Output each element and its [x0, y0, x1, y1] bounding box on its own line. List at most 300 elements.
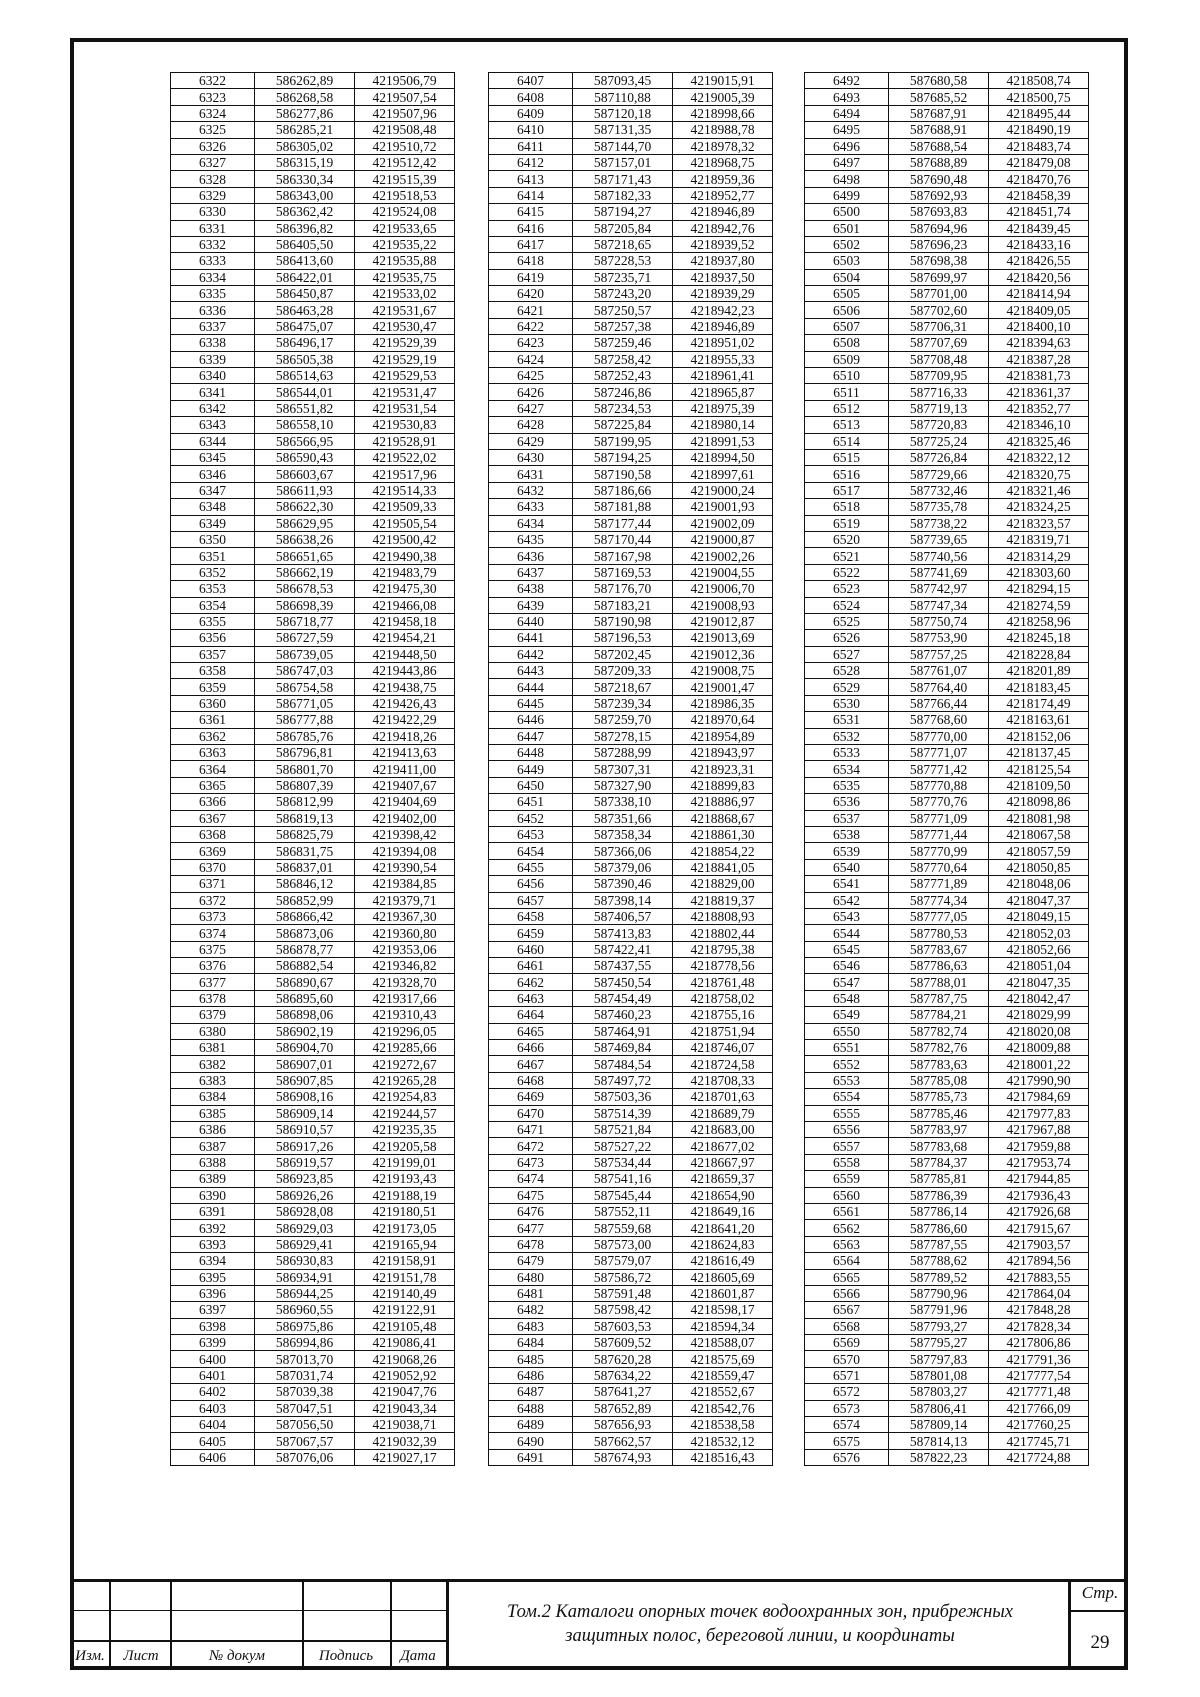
- point-number-cell: 6501: [805, 220, 889, 236]
- point-number-cell: 6433: [489, 499, 573, 515]
- point-number-cell: 6368: [171, 826, 255, 842]
- y-coordinate-cell: 4218394,63: [989, 335, 1089, 351]
- table-row: [171, 1302, 455, 1318]
- x-coordinate-cell: 587738,22: [889, 515, 989, 531]
- point-number-cell: 6452: [489, 810, 573, 826]
- y-coordinate-cell: 4218946,89: [673, 318, 773, 334]
- point-number-cell: 6496: [805, 138, 889, 154]
- x-coordinate-cell: 587534,44: [573, 1154, 673, 1170]
- table-row: [805, 1449, 1089, 1465]
- point-number-cell: 6531: [805, 712, 889, 728]
- table-row: [171, 1285, 455, 1301]
- x-coordinate-cell: 586422,01: [255, 269, 355, 285]
- y-coordinate-cell: 4217766,09: [989, 1400, 1089, 1416]
- point-number-cell: 6530: [805, 695, 889, 711]
- y-coordinate-cell: 4219398,42: [355, 826, 455, 842]
- y-coordinate-cell: 4218659,37: [673, 1171, 773, 1187]
- table-row: [805, 105, 1089, 121]
- y-coordinate-cell: 4219317,66: [355, 990, 455, 1006]
- point-number-cell: 6460: [489, 941, 573, 957]
- table-row: [171, 1351, 455, 1367]
- table-row: [805, 1154, 1089, 1170]
- point-number-cell: 6526: [805, 630, 889, 646]
- point-number-cell: 6366: [171, 794, 255, 810]
- y-coordinate-cell: 4219505,54: [355, 515, 455, 531]
- y-coordinate-cell: 4218470,76: [989, 171, 1089, 187]
- y-coordinate-cell: 4217967,88: [989, 1122, 1089, 1138]
- point-number-cell: 6415: [489, 204, 573, 220]
- point-number-cell: 6553: [805, 1072, 889, 1088]
- point-number-cell: 6389: [171, 1171, 255, 1187]
- point-number-cell: 6534: [805, 761, 889, 777]
- y-coordinate-cell: 4219535,22: [355, 236, 455, 252]
- x-coordinate-cell: 587183,21: [573, 597, 673, 613]
- y-coordinate-cell: 4219443,86: [355, 663, 455, 679]
- y-coordinate-cell: 4217894,56: [989, 1253, 1089, 1269]
- x-coordinate-cell: 587351,66: [573, 810, 673, 826]
- x-coordinate-cell: 587788,01: [889, 974, 989, 990]
- point-number-cell: 6484: [489, 1335, 573, 1351]
- y-coordinate-cell: 4218048,06: [989, 876, 1089, 892]
- point-number-cell: 6406: [171, 1449, 255, 1465]
- y-coordinate-cell: 4219038,71: [355, 1417, 455, 1433]
- y-coordinate-cell: 4218829,00: [673, 876, 773, 892]
- point-number-cell: 6472: [489, 1138, 573, 1154]
- x-coordinate-cell: 587726,84: [889, 449, 989, 465]
- x-coordinate-cell: 586812,99: [255, 794, 355, 810]
- x-coordinate-cell: 587720,83: [889, 417, 989, 433]
- table-row: [489, 663, 773, 679]
- table-row: [171, 663, 455, 679]
- table-row: [805, 974, 1089, 990]
- point-number-cell: 6373: [171, 908, 255, 924]
- table-row: [171, 974, 455, 990]
- y-coordinate-cell: 4218991,53: [673, 433, 773, 449]
- y-coordinate-cell: 4218968,75: [673, 154, 773, 170]
- table-row: [805, 187, 1089, 203]
- y-coordinate-cell: 4218067,58: [989, 826, 1089, 842]
- y-coordinate-cell: 4219531,54: [355, 400, 455, 416]
- point-number-cell: 6506: [805, 302, 889, 318]
- y-coordinate-cell: 4219002,09: [673, 515, 773, 531]
- y-coordinate-cell: 4218258,96: [989, 613, 1089, 629]
- point-number-cell: 6387: [171, 1138, 255, 1154]
- table-row: [489, 89, 773, 105]
- table-row: [171, 1417, 455, 1433]
- y-coordinate-cell: 4218294,15: [989, 581, 1089, 597]
- table-row: [805, 1417, 1089, 1433]
- y-coordinate-cell: 4218414,94: [989, 286, 1089, 302]
- x-coordinate-cell: 587707,69: [889, 335, 989, 351]
- table-row: [805, 1318, 1089, 1334]
- point-number-cell: 6404: [171, 1417, 255, 1433]
- table-row: [805, 958, 1089, 974]
- y-coordinate-cell: 4219454,21: [355, 630, 455, 646]
- point-number-cell: 6499: [805, 187, 889, 203]
- point-number-cell: 6358: [171, 663, 255, 679]
- point-number-cell: 6385: [171, 1105, 255, 1121]
- y-coordinate-cell: 4218961,41: [673, 368, 773, 384]
- point-number-cell: 6552: [805, 1056, 889, 1072]
- table-row: [489, 302, 773, 318]
- y-coordinate-cell: 4218854,22: [673, 843, 773, 859]
- y-coordinate-cell: 4218052,03: [989, 925, 1089, 941]
- table-row: [805, 1335, 1089, 1351]
- point-number-cell: 6482: [489, 1302, 573, 1318]
- table-row: [489, 974, 773, 990]
- x-coordinate-cell: 587552,11: [573, 1203, 673, 1219]
- y-coordinate-cell: 4218479,08: [989, 154, 1089, 170]
- table-row: [489, 728, 773, 744]
- x-coordinate-cell: 587093,45: [573, 73, 673, 89]
- point-number-cell: 6352: [171, 564, 255, 580]
- y-coordinate-cell: 4219199,01: [355, 1154, 455, 1170]
- table-row: [171, 613, 455, 629]
- x-coordinate-cell: 586514,63: [255, 368, 355, 384]
- y-coordinate-cell: 4219165,94: [355, 1236, 455, 1252]
- table-row: [489, 433, 773, 449]
- table-row: [489, 1056, 773, 1072]
- point-number-cell: 6524: [805, 597, 889, 613]
- x-coordinate-cell: 586908,16: [255, 1089, 355, 1105]
- y-coordinate-cell: 4218795,38: [673, 941, 773, 957]
- table-row: [171, 138, 455, 154]
- x-coordinate-cell: 586934,91: [255, 1269, 355, 1285]
- point-number-cell: 6532: [805, 728, 889, 744]
- x-coordinate-cell: 587157,01: [573, 154, 673, 170]
- point-number-cell: 6334: [171, 269, 255, 285]
- y-coordinate-cell: 4218020,08: [989, 1023, 1089, 1039]
- x-coordinate-cell: 587243,20: [573, 286, 673, 302]
- x-coordinate-cell: 587167,98: [573, 548, 673, 564]
- x-coordinate-cell: 587783,63: [889, 1056, 989, 1072]
- x-coordinate-cell: 587652,89: [573, 1400, 673, 1416]
- x-coordinate-cell: 587696,23: [889, 236, 989, 252]
- point-number-cell: 6456: [489, 876, 573, 892]
- point-number-cell: 6485: [489, 1351, 573, 1367]
- table-row: [489, 400, 773, 416]
- point-number-cell: 6445: [489, 695, 573, 711]
- y-coordinate-cell: 4218125,54: [989, 761, 1089, 777]
- table-row: [171, 335, 455, 351]
- y-coordinate-cell: 4219517,96: [355, 466, 455, 482]
- y-coordinate-cell: 4218183,45: [989, 679, 1089, 695]
- table-row: [805, 154, 1089, 170]
- table-row: [805, 613, 1089, 629]
- table-row: [805, 220, 1089, 236]
- table-row: [489, 204, 773, 220]
- point-number-cell: 6449: [489, 761, 573, 777]
- x-coordinate-cell: 587809,14: [889, 1417, 989, 1433]
- y-coordinate-cell: 4218314,29: [989, 548, 1089, 564]
- table-row: [489, 1089, 773, 1105]
- point-number-cell: 6503: [805, 253, 889, 269]
- point-number-cell: 6418: [489, 253, 573, 269]
- x-coordinate-cell: 587591,48: [573, 1285, 673, 1301]
- point-number-cell: 6424: [489, 351, 573, 367]
- point-number-cell: 6379: [171, 1007, 255, 1023]
- y-coordinate-cell: 4218975,39: [673, 400, 773, 416]
- table-row: [489, 990, 773, 1006]
- point-number-cell: 6333: [171, 253, 255, 269]
- y-coordinate-cell: 4217777,54: [989, 1367, 1089, 1383]
- y-coordinate-cell: 4218325,46: [989, 433, 1089, 449]
- table-row: [805, 89, 1089, 105]
- table-row: [489, 613, 773, 629]
- y-coordinate-cell: 4217977,83: [989, 1105, 1089, 1121]
- y-coordinate-cell: 4218970,64: [673, 712, 773, 728]
- x-coordinate-cell: 586819,13: [255, 810, 355, 826]
- table-row: [171, 122, 455, 138]
- x-coordinate-cell: 587171,43: [573, 171, 673, 187]
- point-number-cell: 6493: [805, 89, 889, 105]
- point-number-cell: 6497: [805, 154, 889, 170]
- point-number-cell: 6409: [489, 105, 573, 121]
- y-coordinate-cell: 4218274,59: [989, 597, 1089, 613]
- y-coordinate-cell: 4219531,67: [355, 302, 455, 318]
- x-coordinate-cell: 587735,78: [889, 499, 989, 515]
- table-row: [805, 122, 1089, 138]
- y-coordinate-cell: 4218042,47: [989, 990, 1089, 1006]
- x-coordinate-cell: 586475,07: [255, 318, 355, 334]
- point-number-cell: 6483: [489, 1318, 573, 1334]
- y-coordinate-cell: 4218841,05: [673, 859, 773, 875]
- y-coordinate-cell: 4219411,00: [355, 761, 455, 777]
- point-number-cell: 6538: [805, 826, 889, 842]
- table-row: [805, 892, 1089, 908]
- table-row: [805, 1056, 1089, 1072]
- y-coordinate-cell: 4217915,67: [989, 1220, 1089, 1236]
- table-row: [805, 236, 1089, 252]
- point-number-cell: 6405: [171, 1433, 255, 1449]
- x-coordinate-cell: 586907,85: [255, 1072, 355, 1088]
- x-coordinate-cell: 586898,06: [255, 1007, 355, 1023]
- y-coordinate-cell: 4218152,06: [989, 728, 1089, 744]
- x-coordinate-cell: 586919,57: [255, 1154, 355, 1170]
- y-coordinate-cell: 4219043,34: [355, 1400, 455, 1416]
- table-row: [171, 1056, 455, 1072]
- point-number-cell: 6478: [489, 1236, 573, 1252]
- table-row: [805, 941, 1089, 957]
- x-coordinate-cell: 587771,44: [889, 826, 989, 842]
- x-coordinate-cell: 587753,90: [889, 630, 989, 646]
- table-row: [489, 220, 773, 236]
- x-coordinate-cell: 587806,41: [889, 1400, 989, 1416]
- point-number-cell: 6346: [171, 466, 255, 482]
- x-coordinate-cell: 587786,63: [889, 958, 989, 974]
- x-coordinate-cell: 587688,91: [889, 122, 989, 138]
- x-coordinate-cell: 586330,34: [255, 171, 355, 187]
- table-row: [805, 466, 1089, 482]
- y-coordinate-cell: 4218322,12: [989, 449, 1089, 465]
- x-coordinate-cell: 586558,10: [255, 417, 355, 433]
- x-coordinate-cell: 587716,33: [889, 384, 989, 400]
- x-coordinate-cell: 586622,30: [255, 499, 355, 515]
- table-row: [171, 876, 455, 892]
- y-coordinate-cell: 4218245,18: [989, 630, 1089, 646]
- x-coordinate-cell: 587750,74: [889, 613, 989, 629]
- point-number-cell: 6486: [489, 1367, 573, 1383]
- x-coordinate-cell: 586505,38: [255, 351, 355, 367]
- x-coordinate-cell: 586678,53: [255, 581, 355, 597]
- table-row: [805, 695, 1089, 711]
- x-coordinate-cell: 587620,28: [573, 1351, 673, 1367]
- point-number-cell: 6421: [489, 302, 573, 318]
- x-coordinate-cell: 587194,27: [573, 204, 673, 220]
- table-row: [171, 154, 455, 170]
- point-number-cell: 6420: [489, 286, 573, 302]
- point-number-cell: 6523: [805, 581, 889, 597]
- x-coordinate-cell: 587641,27: [573, 1384, 673, 1400]
- table-row: [171, 368, 455, 384]
- x-coordinate-cell: 587771,89: [889, 876, 989, 892]
- point-number-cell: 6474: [489, 1171, 573, 1187]
- table-row: [805, 1220, 1089, 1236]
- y-coordinate-cell: 4219180,51: [355, 1203, 455, 1219]
- y-coordinate-cell: 4219466,08: [355, 597, 455, 613]
- y-coordinate-cell: 4219394,08: [355, 843, 455, 859]
- x-coordinate-cell: 587390,46: [573, 876, 673, 892]
- point-number-cell: 6546: [805, 958, 889, 974]
- point-number-cell: 6331: [171, 220, 255, 236]
- table-row: [489, 482, 773, 498]
- y-coordinate-cell: 4217771,48: [989, 1384, 1089, 1400]
- y-coordinate-cell: 4218387,28: [989, 351, 1089, 367]
- point-number-cell: 6354: [171, 597, 255, 613]
- x-coordinate-cell: 587822,23: [889, 1449, 989, 1465]
- point-number-cell: 6363: [171, 745, 255, 761]
- table-row: [171, 990, 455, 1006]
- x-coordinate-cell: 587694,96: [889, 220, 989, 236]
- list-label: Лист: [123, 1648, 159, 1664]
- point-number-cell: 6495: [805, 122, 889, 138]
- y-coordinate-cell: 4218323,57: [989, 515, 1089, 531]
- point-number-cell: 6551: [805, 1040, 889, 1056]
- x-coordinate-cell: 587181,88: [573, 499, 673, 515]
- y-coordinate-cell: 4219346,82: [355, 958, 455, 974]
- table-row: [805, 515, 1089, 531]
- table-row: [805, 417, 1089, 433]
- point-number-cell: 6480: [489, 1269, 573, 1285]
- table-row: [805, 990, 1089, 1006]
- point-number-cell: 6399: [171, 1335, 255, 1351]
- x-coordinate-cell: 587460,23: [573, 1007, 673, 1023]
- y-coordinate-cell: 4219438,75: [355, 679, 455, 695]
- y-coordinate-cell: 4218988,78: [673, 122, 773, 138]
- table-row: [171, 515, 455, 531]
- y-coordinate-cell: 4219522,02: [355, 449, 455, 465]
- point-number-cell: 6489: [489, 1417, 573, 1433]
- y-coordinate-cell: 4218047,35: [989, 974, 1089, 990]
- x-coordinate-cell: 587742,97: [889, 581, 989, 597]
- y-coordinate-cell: 4219418,26: [355, 728, 455, 744]
- table-row: [489, 1335, 773, 1351]
- point-number-cell: 6411: [489, 138, 573, 154]
- y-coordinate-cell: 4219001,93: [673, 499, 773, 515]
- point-number-cell: 6438: [489, 581, 573, 597]
- y-coordinate-cell: 4218508,74: [989, 73, 1089, 89]
- y-coordinate-cell: 4219000,24: [673, 482, 773, 498]
- table-row: [171, 400, 455, 416]
- y-coordinate-cell: 4219533,02: [355, 286, 455, 302]
- point-number-cell: 6518: [805, 499, 889, 515]
- table-row: [171, 941, 455, 957]
- table-row: [171, 1072, 455, 1088]
- point-number-cell: 6536: [805, 794, 889, 810]
- x-coordinate-cell: 587688,54: [889, 138, 989, 154]
- table-row: [489, 761, 773, 777]
- x-coordinate-cell: 587464,91: [573, 1023, 673, 1039]
- table-row: [489, 695, 773, 711]
- x-coordinate-cell: 586944,25: [255, 1285, 355, 1301]
- table-row: [171, 1122, 455, 1138]
- point-number-cell: 6383: [171, 1072, 255, 1088]
- table-row: [805, 1351, 1089, 1367]
- y-coordinate-cell: 4219507,54: [355, 89, 455, 105]
- table-row: [805, 810, 1089, 826]
- y-coordinate-cell: 4218751,94: [673, 1023, 773, 1039]
- y-coordinate-cell: 4219404,69: [355, 794, 455, 810]
- y-coordinate-cell: 4219005,39: [673, 89, 773, 105]
- point-number-cell: 6487: [489, 1384, 573, 1400]
- point-number-cell: 6426: [489, 384, 573, 400]
- point-number-cell: 6470: [489, 1105, 573, 1121]
- x-coordinate-cell: 587706,31: [889, 318, 989, 334]
- point-number-cell: 6561: [805, 1203, 889, 1219]
- table-row: [805, 171, 1089, 187]
- x-coordinate-cell: 586662,19: [255, 564, 355, 580]
- table-row: [805, 745, 1089, 761]
- point-number-cell: 6563: [805, 1236, 889, 1252]
- x-coordinate-cell: 587503,36: [573, 1089, 673, 1105]
- point-number-cell: 6528: [805, 663, 889, 679]
- table-row: [805, 1253, 1089, 1269]
- table-row: [171, 728, 455, 744]
- point-number-cell: 6417: [489, 236, 573, 252]
- y-coordinate-cell: 4219390,54: [355, 859, 455, 875]
- coordinates-table-1: [170, 72, 455, 1466]
- point-number-cell: 6522: [805, 564, 889, 580]
- point-number-cell: 6431: [489, 466, 573, 482]
- point-number-cell: 6325: [171, 122, 255, 138]
- x-coordinate-cell: 587790,96: [889, 1285, 989, 1301]
- table-row: [171, 89, 455, 105]
- y-coordinate-cell: 4219027,17: [355, 1449, 455, 1465]
- table-row: [489, 794, 773, 810]
- point-number-cell: 6576: [805, 1449, 889, 1465]
- y-coordinate-cell: 4219514,33: [355, 482, 455, 498]
- x-coordinate-cell: 587454,49: [573, 990, 673, 1006]
- y-coordinate-cell: 4218605,69: [673, 1269, 773, 1285]
- table-row: [171, 1007, 455, 1023]
- x-coordinate-cell: 587688,89: [889, 154, 989, 170]
- y-coordinate-cell: 4219052,92: [355, 1367, 455, 1383]
- y-coordinate-cell: 4218598,17: [673, 1302, 773, 1318]
- x-coordinate-cell: 587450,54: [573, 974, 673, 990]
- y-coordinate-cell: 4217953,74: [989, 1154, 1089, 1170]
- point-number-cell: 6322: [171, 73, 255, 89]
- x-coordinate-cell: 587786,14: [889, 1203, 989, 1219]
- table-row: [489, 941, 773, 957]
- table-row: [171, 908, 455, 924]
- point-number-cell: 6507: [805, 318, 889, 334]
- table-row: [489, 1040, 773, 1056]
- x-coordinate-cell: 587791,96: [889, 1302, 989, 1318]
- x-coordinate-cell: 587770,64: [889, 859, 989, 875]
- point-number-cell: 6519: [805, 515, 889, 531]
- point-number-cell: 6466: [489, 1040, 573, 1056]
- y-coordinate-cell: 4217828,34: [989, 1318, 1089, 1334]
